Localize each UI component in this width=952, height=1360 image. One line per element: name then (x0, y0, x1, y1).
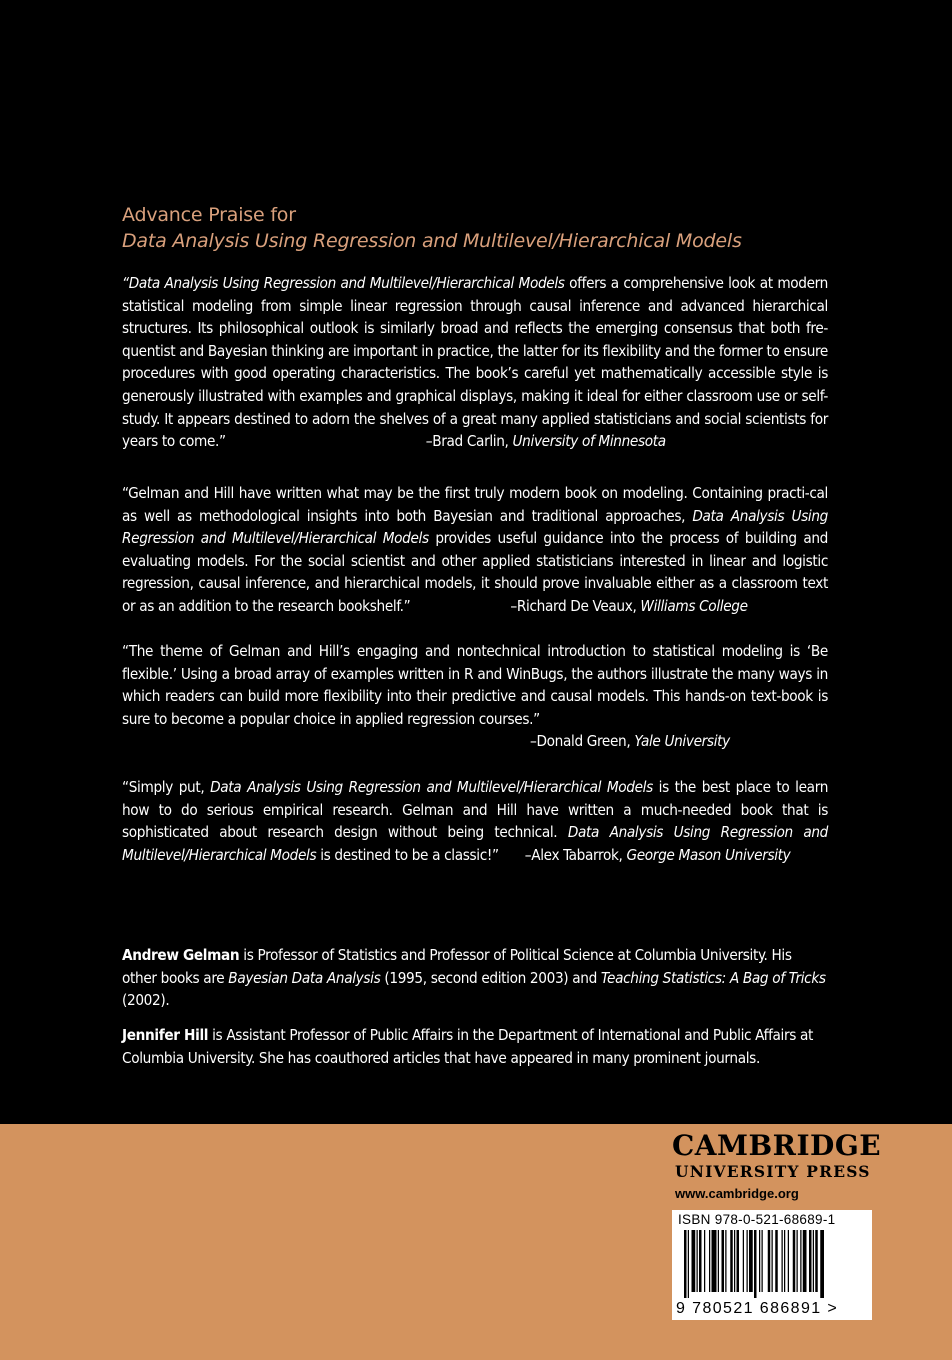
quote-body-part3: is destined to be a classic!” (316, 845, 499, 864)
isbn-label: ISBN 978-0-521-68689-1 (678, 1212, 836, 1227)
attribution-name: –Richard De Veaux, (510, 596, 641, 615)
author-name: Andrew Gelman (122, 946, 240, 964)
publisher-url: www.cambridge.org (675, 1186, 799, 1201)
barcode-bar (722, 1230, 725, 1292)
author-bio-gelman (122, 944, 828, 1012)
barcode-bar (743, 1230, 744, 1292)
quote-attribution (510, 597, 747, 615)
praise-heading-line1: Advance Praise for (122, 204, 296, 226)
barcode-bar (782, 1230, 783, 1292)
barcode-bar (762, 1230, 763, 1292)
bio-text: is Assistant Professor of Public Affairs in the Department of International and Public Affairs at Columbia University. She has coauthored articles that have appeared in many prominent journals. (122, 1026, 814, 1067)
praise-heading (122, 202, 842, 254)
barcode-bar (749, 1230, 753, 1292)
barcode-bar (768, 1230, 771, 1292)
barcode-bar (784, 1230, 785, 1292)
barcode-bar (697, 1230, 698, 1292)
isbn-barcode (672, 1210, 872, 1320)
attribution-affiliation: Williams College (640, 596, 748, 615)
publisher-name: CAMBRIDGE (672, 1129, 882, 1162)
barcode-bar (820, 1230, 824, 1298)
praise-quote-carlin (122, 272, 828, 453)
barcode-bar (815, 1230, 818, 1292)
attribution-name: –Alex Tabarrok, (524, 845, 627, 864)
author-name: Jennifer Hill (122, 1026, 209, 1044)
quote-body: “The theme of Gelman and Hill’s engaging and nontechnical introduction to statistical modeling is ‘Be flexible.’ Using a broad array of examples written in R and WinBugs, the authors illustrate the many ways in which readers can build more flexibility into their predictive and causal models. This hands-on text-book is sure to become a popular choice in applied regression courses.” (122, 642, 828, 728)
attribution-affiliation: George Mason University (626, 845, 791, 864)
praise-quote-green (122, 640, 828, 753)
attribution-affiliation: University of Minnesota (512, 432, 666, 451)
bio-book-title-2: Teaching Statistics: A Bag of Tricks (600, 968, 826, 987)
barcode-bar (754, 1230, 757, 1298)
barcode-bar (803, 1230, 807, 1292)
barcode-bar (704, 1230, 705, 1292)
quote-body: offers a comprehensive look at modern statistical modeling from simple linear regression through causal inference and advanced hierarchical structures. Its philosophical outlook is similarly broad and reflects the emerging consensus that both fre-quentist and Bayesian thinking are important in practice, the latter for its flexibility and the former to ensure procedures with good operating characteristics. The book’s careful yet mathematically accessible style is generously illustrated with examples and graphical displays, making it ideal for either classroom use or self-study. It appears destined to adorn the shelves of a great many applied statisticians and social scientists for years to come.” (122, 274, 828, 451)
barcode-bar (737, 1230, 740, 1292)
praise-heading-book-title: Data Analysis Using Regression and Multilevel/Hierarchical Models (122, 230, 742, 252)
publisher-subtitle: UNIVERSITY PRESS (675, 1162, 871, 1181)
barcode-bar (809, 1230, 812, 1292)
author-bio-hill (122, 1024, 828, 1069)
barcode-bar (747, 1230, 748, 1292)
publisher-logo (672, 1130, 882, 1203)
quote-book-title: Data Analysis Using Regression and Multilevel/Hierarchical Models (122, 506, 828, 548)
barcode-bar (684, 1230, 687, 1298)
barcode-bar (772, 1230, 773, 1292)
barcode-bar (797, 1230, 798, 1292)
attribution-name: –Donald Green, (530, 732, 635, 751)
barcode-bar (775, 1230, 778, 1292)
quote-book-title: “Data Analysis Using Regression and Multilevel/Hierarchical Models (122, 274, 565, 292)
attribution-affiliation: Yale University (634, 732, 730, 751)
barcode-bar (730, 1230, 733, 1292)
barcode-bar (725, 1230, 726, 1292)
barcode-bar (759, 1230, 760, 1292)
barcode-bar (793, 1230, 796, 1292)
bio-text-part2: (1995, second edition 2003) and (380, 968, 601, 987)
barcode-bar (712, 1230, 717, 1292)
bio-text-part3: (2002). (122, 991, 170, 1010)
quote-attribution (426, 432, 666, 450)
quote-attribution (525, 846, 791, 864)
barcode-bar (718, 1230, 719, 1292)
barcode-bar (813, 1230, 814, 1292)
barcode-bar (699, 1230, 702, 1292)
attribution-name: –Brad Carlin, (425, 432, 513, 451)
quote-body-part1: “Simply put, (122, 778, 211, 796)
barcode-digits: 9 780521 686891 > (676, 1300, 839, 1317)
barcode-bar (788, 1230, 789, 1292)
barcode-bar (709, 1230, 710, 1292)
quote-book-title: Data Analysis Using Regression and Multilevel/Hierarchical Models (210, 778, 653, 796)
quote-book-title-2: Data Analysis Using Regression and Multilevel/Hierarchical Models (122, 823, 828, 864)
praise-quote-deveaux (122, 482, 828, 618)
quote-body-part1: “Gelman and Hill have written what may be the first truly modern book on modeling. Containing practi-cal as well as methodological insights into both Bayesian and traditional approaches, (122, 484, 828, 525)
praise-quote-tabarrok (122, 776, 828, 866)
barcode-bar (688, 1230, 689, 1298)
bio-book-title-1: Bayesian Data Analysis (228, 968, 381, 987)
barcode-bar (734, 1230, 735, 1292)
bio-text-part1: is Professor of Statistics and Professor of Political Science at Columbia University. His other books are (122, 946, 792, 987)
quote-body-part2: is the best place to learn how to do serious empirical research. Gelman and Hill have written a much-needed book that is sophisticated about research design without being technical. (122, 778, 829, 842)
barcode-bar (692, 1230, 696, 1292)
barcode-bars (680, 1230, 866, 1298)
quote-attribution (122, 730, 828, 753)
quote-body-part2: provides useful guidance into the process of building and evaluating models. For the social scientist and other applied statisticians interested in linear and logistic regression, causal inference, and hierarchical models, it should prove invaluable either as a classroom text or as an addition to the research bookshelf.” (122, 529, 828, 615)
barcode-bar (800, 1230, 801, 1292)
